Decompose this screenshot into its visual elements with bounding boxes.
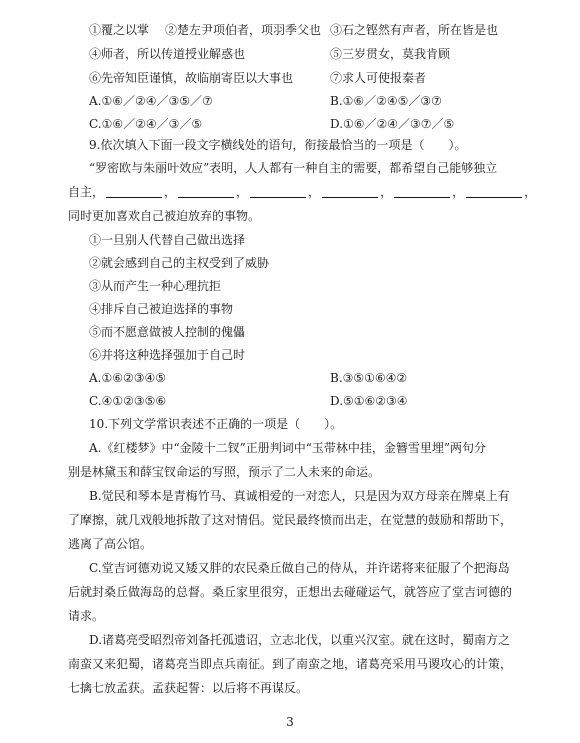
- q9-option-c: C.④①②③⑤⑥: [89, 394, 167, 408]
- q9-item-5: ⑤而不愿意做被人控制的傀儡: [89, 325, 246, 339]
- q9-item-4: ④排斥自己被迫选择的事物: [89, 302, 234, 316]
- q9-paragraph-line-1: “罗密欧与朱丽叶效应”表明，人人都有一种自主的需要，都希望自己能够独立: [89, 161, 498, 175]
- q10-option-a-line-1: A.《红楼梦》中“金陵十二钗”正册判词中“玉带林中挂，金簪雪里埋”两句分: [89, 441, 487, 455]
- answer-blank: [394, 185, 450, 198]
- page-number: 3: [286, 715, 294, 729]
- q10-option-c-line-2: 后就封桑丘做海岛的总督。桑丘家里很穷，正想出去碰碰运气，就答应了堂吉诃德的: [68, 585, 513, 599]
- q10-option-b-line-1: B.觉民和琴本是青梅竹马、真诚相爱的一对恋人，只是因为双方母亲在牌桌上有: [89, 489, 510, 503]
- q8-item-3: ③石之铿然有声者，所在皆是也: [330, 23, 499, 37]
- q9-stem: 9.依次填入下面一段文字横线处的语句，衔接最恰当的一项是（ ）。: [89, 138, 467, 152]
- q8-item-6: ⑥先帝知臣谨慎，故临崩寄臣以大事也: [89, 71, 294, 85]
- answer-blank: [466, 185, 522, 198]
- q8-option-b: B.①⑥／②④⑤／③⑦: [330, 94, 442, 108]
- q9-paragraph-line-3: 同时更加喜欢自己被迫放弃的事物。: [68, 209, 261, 223]
- q8-item-2: ②楚左尹项伯者，项羽季父也: [165, 23, 322, 37]
- q8-item-4: ④师者，所以传道授业解惑也: [89, 47, 246, 61]
- answer-blank: [250, 185, 306, 198]
- q9-paragraph-line-2: 自主， ， ， ， ， ， ，: [68, 185, 537, 199]
- q9-item-3: ③从而产生一种心理抗拒: [89, 279, 222, 293]
- q10-option-c-line-3: 请求。: [68, 609, 105, 623]
- q8-item-5: ⑤三岁贯女，莫我肯顾: [330, 47, 451, 61]
- q9-option-d: D.⑤①⑥②③④: [330, 394, 408, 408]
- q9-item-6: ⑥并将这种选择强加于自己时: [89, 348, 246, 362]
- q8-option-d: D.①⑥／②④／③⑦／⑤: [330, 117, 455, 131]
- q10-option-d-line-2: 南蛮又来犯蜀，诸葛亮当即点兵南征。到了南蛮之地，诸葛亮采用马谡攻心的计策，: [68, 657, 513, 671]
- q10-option-b-line-2: 了摩擦，就几戏般地拆散了这对情侣。觉民最终愤而出走，在觉慧的鼓励和帮助下，: [68, 513, 513, 527]
- q8-option-a: A.①⑥／②④／③⑤／⑦: [89, 94, 213, 108]
- q9-lead-text: 自主，: [68, 185, 105, 199]
- q10-option-d-line-1: D.诸葛亮受昭烈帝刘备托孤遗诏，立志北伐，以重兴汉室。就在这时，蜀南方之: [89, 633, 511, 647]
- q9-option-b: B.③⑤①⑥④②: [330, 371, 408, 385]
- answer-blank: [178, 185, 234, 198]
- q9-item-2: ②就会感到自己的主权受到了威胁: [89, 256, 270, 270]
- q8-option-c: C.①⑥／②④／③／⑤: [89, 117, 203, 131]
- q10-option-d-line-3: 七擒七放孟获。孟获起誓：以后将不再谋反。: [68, 681, 309, 695]
- q10-option-c-line-1: C.堂吉诃德劝说又矮又胖的农民桑丘做自己的侍从，并许诺将来征服了个把海岛: [89, 561, 510, 575]
- q9-option-a: A.①⑥②③④⑤: [89, 371, 167, 385]
- q10-option-a-line-2: 别是林黛玉和薛宝钗命运的写照，预示了二人未来的命运。: [68, 465, 381, 479]
- q8-item-7: ⑦求人可使报秦者: [330, 71, 427, 85]
- answer-blank: [322, 185, 378, 198]
- q10-option-b-line-3: 逃离了高公馆。: [68, 537, 153, 551]
- q8-item-1: ①覆之以掌: [89, 23, 150, 37]
- q9-item-1: ①一旦别人代替自己做出选择: [89, 233, 246, 247]
- q10-stem: 10.下列文学常识表述不正确的一项是（ ）。: [89, 417, 343, 431]
- answer-blank: [106, 185, 162, 198]
